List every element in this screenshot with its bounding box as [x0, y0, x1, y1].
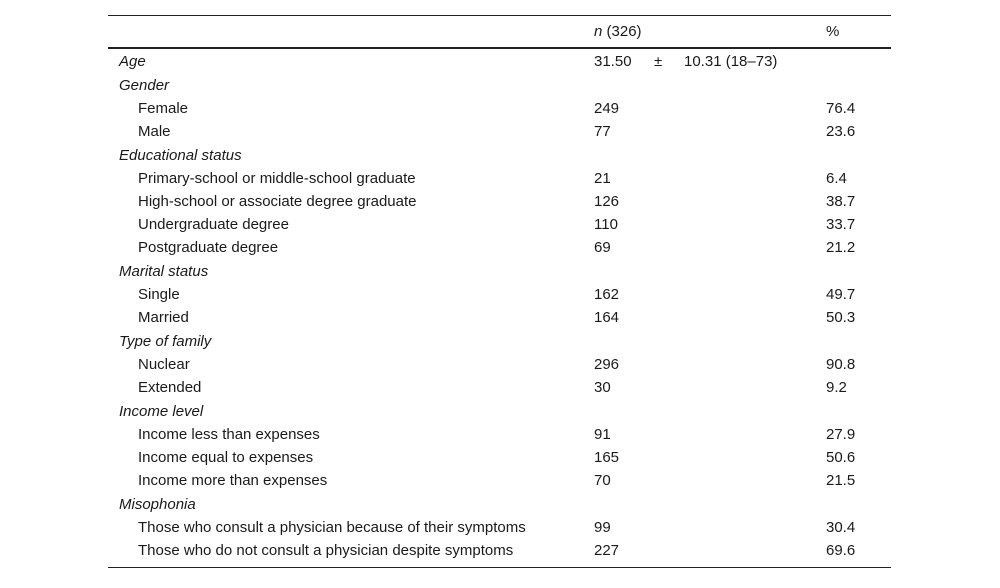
section-heading: [108, 329, 891, 353]
age-label: Age: [119, 53, 146, 70]
table-row: [108, 446, 891, 469]
plus-minus: ±: [654, 53, 663, 70]
row-n: 249: [594, 100, 620, 117]
section-heading: [108, 492, 891, 516]
age-row: [108, 49, 891, 73]
row-label: Income more than expenses: [138, 472, 328, 489]
row-label: Extended: [138, 379, 202, 396]
row-n: 91: [594, 426, 611, 443]
row-n: 162: [594, 286, 620, 303]
row-percent: 6.4: [826, 170, 847, 187]
row-n: 30: [594, 379, 611, 396]
row-n: 70: [594, 472, 611, 489]
table-row: [108, 120, 891, 143]
section-heading: [108, 143, 891, 167]
percent-column-header: %: [826, 23, 840, 40]
section-title: Misophonia: [119, 496, 196, 513]
table-body: [108, 49, 891, 567]
table-row: [108, 306, 891, 329]
row-percent: 50.3: [826, 309, 856, 326]
section-heading: [108, 399, 891, 423]
row-label: Those who consult a physician because of their symptoms: [138, 519, 526, 536]
table-row: [108, 236, 891, 259]
table-row: [108, 376, 891, 399]
row-percent: 49.7: [826, 286, 856, 303]
row-label: Single: [138, 286, 180, 303]
row-label: High-school or associate degree graduate: [138, 193, 417, 210]
n-column-header: [594, 23, 642, 41]
row-percent: 38.7: [826, 193, 856, 210]
table-row: [108, 167, 891, 190]
table-header: [108, 16, 891, 49]
table-row: [108, 190, 891, 213]
age-sd-range: 10.31 (18–73): [684, 53, 778, 70]
row-label: Undergraduate degree: [138, 216, 289, 233]
row-percent: 21.5: [826, 472, 856, 489]
row-n: 227: [594, 542, 620, 559]
row-percent: 50.6: [826, 449, 856, 466]
row-percent: 90.8: [826, 356, 856, 373]
table-row: [108, 539, 891, 562]
table-row: [108, 516, 891, 539]
row-n: 126: [594, 193, 620, 210]
row-label: Female: [138, 100, 189, 117]
section-title: Gender: [119, 77, 170, 94]
table-row: [108, 97, 891, 120]
section-title: Educational status: [119, 147, 242, 164]
row-n: 69: [594, 239, 611, 256]
n-symbol: n: [594, 23, 603, 40]
n-value: (326): [606, 23, 642, 40]
row-n: 21: [594, 170, 611, 187]
row-percent: 27.9: [826, 426, 856, 443]
row-percent: 9.2: [826, 379, 847, 396]
table-row: [108, 423, 891, 446]
row-n: 296: [594, 356, 620, 373]
row-n: 165: [594, 449, 620, 466]
row-label: Income less than expenses: [138, 426, 320, 443]
row-percent: 76.4: [826, 100, 856, 117]
row-n: 77: [594, 123, 611, 140]
table-row: [108, 213, 891, 236]
table-row: [108, 283, 891, 306]
row-label: Married: [138, 309, 189, 326]
table-bottom-padding: [108, 562, 891, 567]
row-n: 110: [594, 216, 618, 233]
table-row: [108, 353, 891, 376]
section-heading: [108, 259, 891, 283]
age-mean: 31.50: [594, 53, 632, 70]
row-label: Primary-school or middle-school graduate: [138, 170, 416, 187]
row-label: Those who do not consult a physician despite symptoms: [138, 542, 514, 559]
section-title: Income level: [119, 403, 204, 420]
row-percent: 23.6: [826, 123, 856, 140]
section-title: Type of family: [119, 333, 212, 350]
section-title: Marital status: [119, 263, 209, 280]
section-heading: [108, 73, 891, 97]
row-n: 99: [594, 519, 611, 536]
row-label: Income equal to expenses: [138, 449, 314, 466]
row-label: Male: [138, 123, 171, 140]
row-n: 164: [594, 309, 620, 326]
row-label: Nuclear: [138, 356, 190, 373]
row-percent: 69.6: [826, 542, 856, 559]
demographics-table: [108, 15, 891, 568]
row-percent: 21.2: [826, 239, 856, 256]
table-row: [108, 469, 891, 492]
row-percent: 33.7: [826, 216, 856, 233]
row-label: Postgraduate degree: [138, 239, 279, 256]
row-percent: 30.4: [826, 519, 856, 536]
